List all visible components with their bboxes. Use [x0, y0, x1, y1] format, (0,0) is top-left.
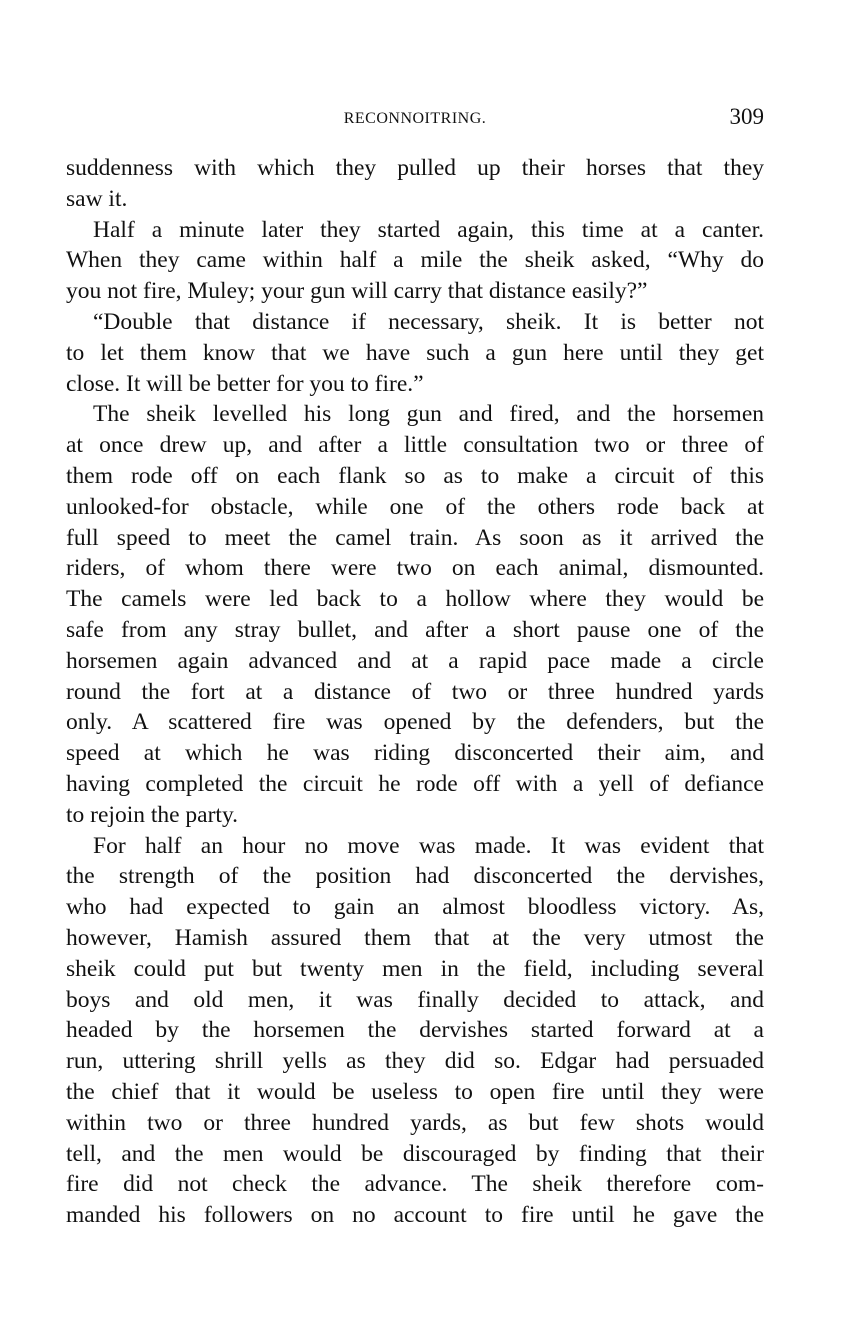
text-line: The camels were led back to a hollow where they would be — [66, 586, 764, 613]
page-number: 309 — [729, 104, 764, 129]
text-line: boys and old men, it was finally decided to attack, and — [66, 986, 764, 1013]
text-line: speed at which he was riding disconcerted their aim, and — [66, 740, 764, 767]
text-line: only. A scattered fire was opened by the defenders, but the — [66, 709, 764, 736]
text-line: riders, of whom there were two on each animal, dismounted. — [66, 555, 764, 582]
text-line: them rode off on each flank so as to make a circuit of this — [66, 462, 764, 489]
text-line: who had expected to gain an almost bloodless victory. As, — [66, 894, 764, 921]
text-line: headed by the horsemen the dervishes started forward at a — [66, 1017, 764, 1044]
text-line: manded his followers on no account to fire until he gave the — [66, 1202, 764, 1229]
text-line: the chief that it would be useless to open fire until they were — [66, 1078, 764, 1105]
text-line: safe from any stray bullet, and after a short pause one of the — [66, 616, 764, 643]
text-line: For half an hour no move was made. It was evident that — [93, 832, 764, 859]
text-line: suddenness with which they pulled up their horses that they — [66, 155, 764, 181]
text-line: full speed to meet the camel train. As soon as it arrived the — [66, 524, 764, 551]
text-line: however, Hamish assured them that at the very utmost the — [66, 924, 764, 951]
text-line: round the fort at a distance of two or three hundred yards — [66, 678, 764, 705]
text-line: “Double that distance if necessary, sheik. It is better not — [93, 308, 764, 335]
text-line: you not fire, Muley; your gun will carry that distance easily?” — [66, 278, 648, 305]
running-head — [66, 104, 764, 132]
text-line: unlooked-for obstacle, while one of the others rode back at — [66, 493, 764, 520]
text-line: within two or three hundred yards, as but few shots would — [66, 1109, 764, 1136]
text-line: fire did not check the advance. The sheik therefore com- — [66, 1171, 764, 1198]
body-text — [66, 153, 764, 1231]
text-line: at once drew up, and after a little consultation two or three of — [66, 432, 764, 459]
text-line: Half a minute later they started again, this time at a canter. — [93, 216, 764, 243]
running-title: RECONNOITRING. — [343, 110, 487, 127]
text-line: having completed the circuit he rode off with a yell of defiance — [66, 770, 764, 797]
text-line: tell, and the men would be discouraged by finding that their — [66, 1140, 764, 1167]
text-line: to let them know that we have such a gun here until they get — [66, 339, 764, 366]
text-line: horsemen again advanced and at a rapid pace made a circle — [66, 647, 764, 674]
text-line: close. It will be better for you to fire.” — [66, 370, 424, 397]
text-line: run, uttering shrill yells as they did so. Edgar had persuaded — [66, 1048, 764, 1075]
text-line: to rejoin the party. — [66, 801, 239, 828]
text-line: saw it. — [66, 185, 128, 212]
text-line: The sheik levelled his long gun and fired, and the horsemen — [93, 401, 764, 428]
text-line: sheik could put but twenty men in the field, including several — [66, 955, 764, 982]
text-line: When they came within half a mile the sheik asked, “Why do — [66, 247, 764, 274]
text-line: the strength of the position had disconcerted the dervishes, — [66, 863, 764, 890]
